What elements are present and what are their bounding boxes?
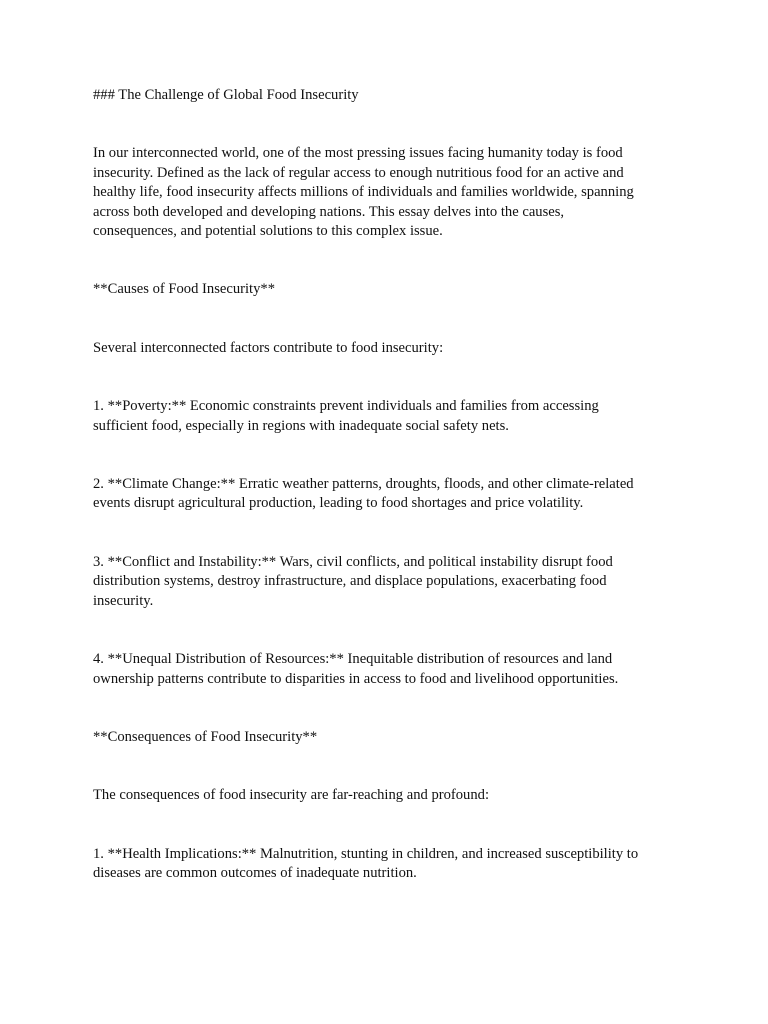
consequences-heading: **Consequences of Food Insecurity** [93, 728, 318, 745]
cause-item-poverty: 1. **Poverty:** Economic constraints prevent individuals and families from accessing sufficient food, especially in regions with inadequate social safety nets. [93, 398, 599, 434]
consequence-item-health: 1. **Health Implications:** Malnutrition, stunting in children, and increased susceptibility to diseases are common outcomes of inadequate nutrition. [93, 845, 639, 882]
cause-item-unequal-distribution: 4. **Unequal Distribution of Resources:** Inequitable distribution of resources and land ownership patterns contribute to disparities in access to food and livelihood opportunities. [93, 651, 619, 687]
intro-paragraph: In our interconnected world, one of the most pressing issues facing humanity today is food insecurity. Defined as the lack of regular access to enough nutritious food for an active and healthy life, food insecurity affects millions of individuals and families worldwide, spanning across both developed and developing nations. This essay delves into the causes, consequences, and potential solutions to this complex issue. [93, 145, 634, 240]
causes-intro: Several interconnected factors contribute to food insecurity: [93, 339, 444, 356]
document-heading: ### The Challenge of Global Food Insecurity [93, 87, 359, 103]
cause-item-conflict: 3. **Conflict and Instability:** Wars, civil conflicts, and political instability disrupt food distribution systems, destroy infrastructure, and displace populations, exacerbating food insecurity. [93, 553, 613, 609]
document-body [93, 86, 681, 923]
causes-heading: **Causes of Food Insecurity** [93, 281, 275, 298]
cause-item-climate-change: 2. **Climate Change:** Erratic weather patterns, droughts, floods, and other climate-related events disrupt agricultural production, leading to food shortages and price volatility. [93, 476, 634, 512]
consequences-intro: The consequences of food insecurity are far-reaching and profound: [93, 787, 490, 804]
